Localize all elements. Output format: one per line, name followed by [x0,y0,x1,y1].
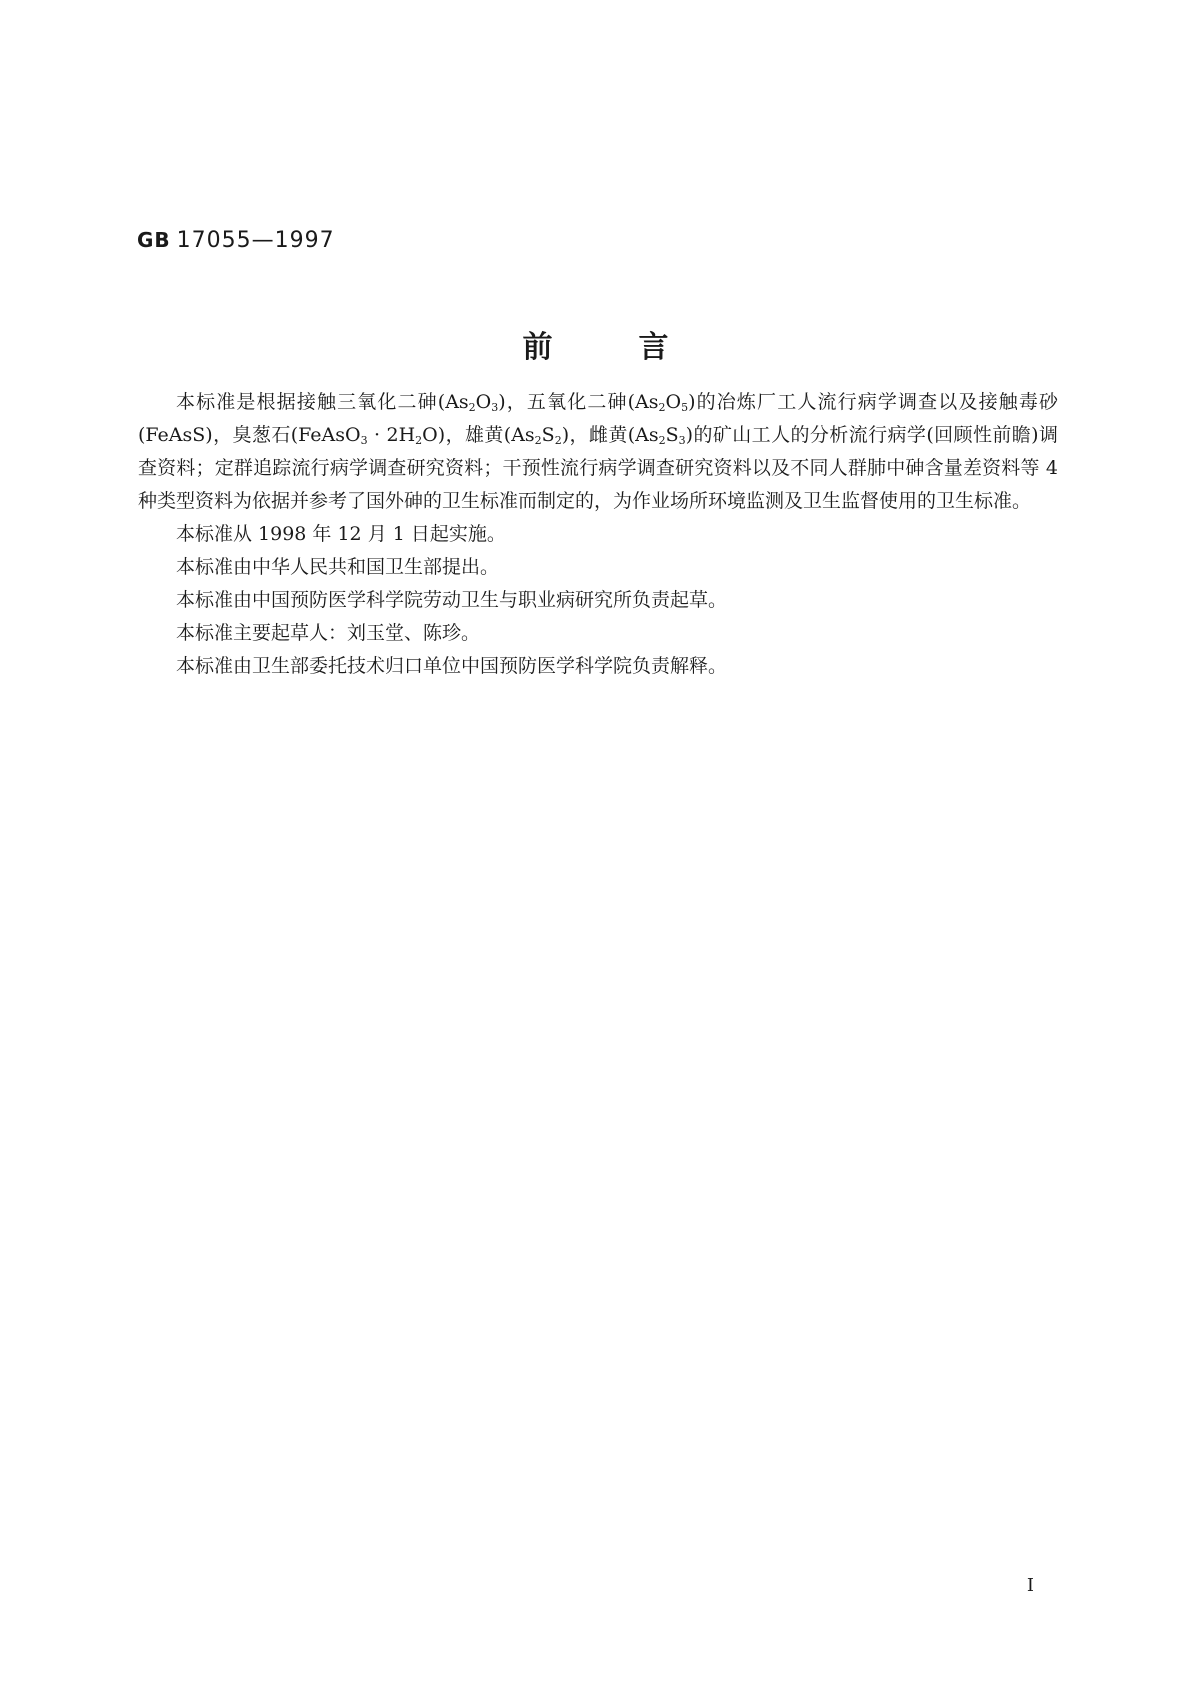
paragraph-text: O [665,391,682,413]
subscript-text: 2 [658,434,666,447]
paragraph-text: · 2H [367,424,416,446]
paragraph [138,518,1058,551]
foreword-body [138,386,1058,683]
paragraph-text: S [665,424,679,446]
paragraph [138,650,1058,683]
subscript-text: 2 [658,401,666,414]
subscript-text: 5 [681,401,689,414]
paragraph-text: 本标准由中国预防医学科学院劳动卫生与职业病研究所负责起草。 [176,589,728,611]
standard-prefix: GB [137,228,171,252]
paragraph-text: )，雌黄(As [561,424,659,446]
paragraph-text: O)，雄黄(As [422,424,535,446]
page-number: I [1026,1575,1034,1596]
paragraph-text: 本标准由卫生部委托技术归口单位中国预防医学科学院负责解释。 [176,655,728,677]
subscript-text: 2 [415,434,423,447]
paragraph-text: 本标准主要起草人：刘玉堂、陈珍。 [176,622,481,644]
paragraph [138,584,1058,617]
subscript-text: 2 [534,434,542,447]
paragraph [138,551,1058,584]
subscript-text: 3 [678,434,686,447]
standard-number: 17055—1997 [176,228,335,253]
paragraph-text: 本标准是根据接触三氧化二砷(As [176,391,469,413]
paragraph [138,386,1058,518]
standard-code [137,228,335,253]
subscript-text: 2 [554,434,562,447]
paragraph-text: )的矿山工人的分析流行病学(回顾性前瞻)调查资料；定群追踪流行病学调查研究资料；干预性流行病学调查研究资料以及不同人群肺中砷含量差资料等 4 种类型资料为依据并参考了国外砷的卫生标准而制定的，为作业场所环境监测及卫生监督使用的卫生标准。 [138,424,1058,512]
paragraph-text: )，五氧化二砷(As [498,391,659,413]
page-title: 前言 [522,330,755,365]
paragraph-text: )的冶炼厂工人流行病学调查以及接触毒砂(FeAsS)，臭葱石(FeAsO [138,391,1058,446]
paragraph-text: O [475,391,492,413]
subscript-text: 2 [468,401,476,414]
subscript-text: 3 [491,401,499,414]
subscript-text: 3 [360,434,368,447]
paragraph-text: 本标准由中华人民共和国卫生部提出。 [176,556,500,578]
paragraph [138,617,1058,650]
paragraph-text: 本标准从 1998 年 12 月 1 日起实施。 [176,523,506,545]
paragraph-text: S [541,424,555,446]
